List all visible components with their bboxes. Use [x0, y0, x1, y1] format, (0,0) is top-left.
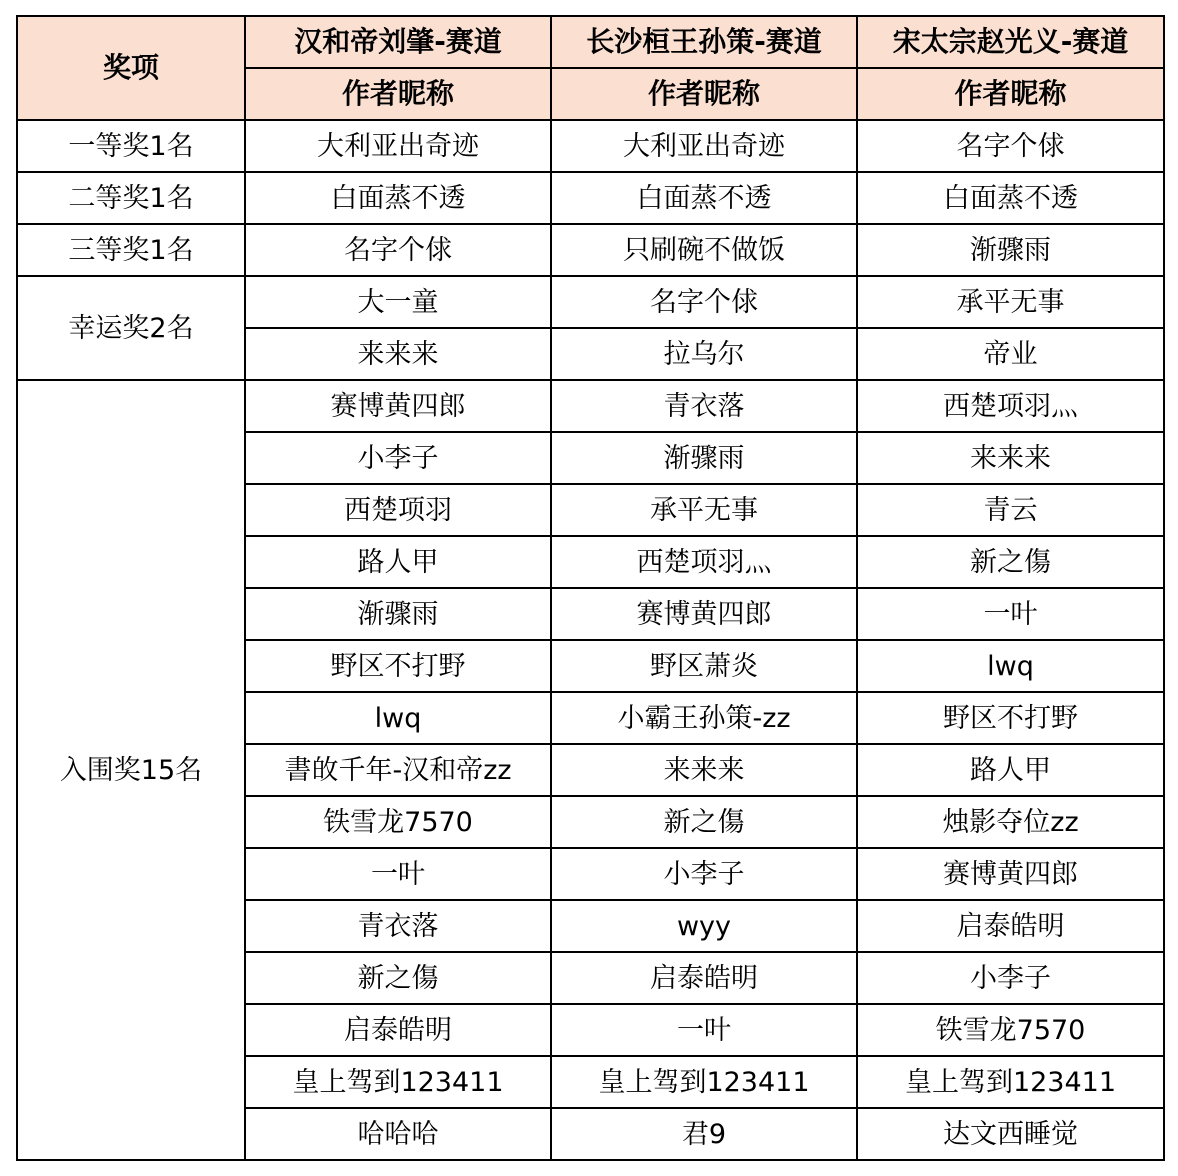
nickname-cell: 野区不打野 [245, 640, 551, 692]
nickname-cell: 启泰皓明 [857, 900, 1164, 952]
nickname-cell: 只刷碗不做饭 [551, 224, 857, 276]
track-header-song: 宋太宗赵光义-赛道 [857, 16, 1164, 68]
nickname-cell: 渐骤雨 [857, 224, 1164, 276]
awards-table [16, 15, 1165, 1161]
nickname-cell: 小霸王孙策-zz [551, 692, 857, 744]
nickname-cell: wyy [551, 900, 857, 952]
nickname-cell: 大一童 [245, 276, 551, 328]
nickname-cell: 启泰皓明 [551, 952, 857, 1004]
nickname-cell: 小李子 [245, 432, 551, 484]
nickname-cell: 拉乌尔 [551, 328, 857, 380]
nickname-cell: 帝业 [857, 328, 1164, 380]
nickname-cell: 大利亚出奇迹 [551, 120, 857, 172]
award-cell: 三等奖1名 [17, 224, 245, 276]
nickname-cell: 渐骤雨 [551, 432, 857, 484]
award-column-header: 奖项 [17, 16, 245, 120]
nickname-cell: 来来来 [857, 432, 1164, 484]
nickname-cell: 烛影夺位zz [857, 796, 1164, 848]
nickname-cell: lwq [857, 640, 1164, 692]
nickname-cell: 新之傷 [551, 796, 857, 848]
nickname-cell: 白面蒸不透 [551, 172, 857, 224]
nickname-cell: 来来来 [551, 744, 857, 796]
table-row [17, 380, 1164, 432]
nickname-cell: 皇上驾到123411 [857, 1056, 1164, 1108]
table-row [17, 172, 1164, 224]
nickname-cell: 铁雪龙7570 [857, 1004, 1164, 1056]
nickname-cell: 赛博黄四郎 [551, 588, 857, 640]
nickname-cell: 青衣落 [245, 900, 551, 952]
nickname-cell: 名字个俅 [857, 120, 1164, 172]
table-row [17, 276, 1164, 328]
table-row [17, 224, 1164, 276]
nickname-cell: 铁雪龙7570 [245, 796, 551, 848]
nickname-cell: 启泰皓明 [245, 1004, 551, 1056]
nickname-cell: 一叶 [245, 848, 551, 900]
nickname-cell: 白面蒸不透 [857, 172, 1164, 224]
award-cell: 二等奖1名 [17, 172, 245, 224]
nickname-cell: 皇上驾到123411 [245, 1056, 551, 1108]
nickname-cell: 路人甲 [245, 536, 551, 588]
award-cell: 一等奖1名 [17, 120, 245, 172]
nickname-cell: 名字个俅 [551, 276, 857, 328]
nickname-cell: 野区萧炎 [551, 640, 857, 692]
nickname-cell: 名字个俅 [245, 224, 551, 276]
nickname-cell: 承平无事 [551, 484, 857, 536]
nickname-cell: 小李子 [857, 952, 1164, 1004]
nickname-cell: 書敀千年-汉和帝zz [245, 744, 551, 796]
nickname-cell: 西楚项羽灬 [857, 380, 1164, 432]
nickname-cell: 哈哈哈 [245, 1108, 551, 1160]
track-header-han: 汉和帝刘肇-赛道 [245, 16, 551, 68]
nickname-cell: 大利亚出奇迹 [245, 120, 551, 172]
nickname-cell: 野区不打野 [857, 692, 1164, 744]
nickname-cell: 西楚项羽灬 [551, 536, 857, 588]
nickname-cell: 新之傷 [245, 952, 551, 1004]
nickname-cell: 君9 [551, 1108, 857, 1160]
table-header [17, 16, 1164, 120]
nickname-cell: 来来来 [245, 328, 551, 380]
nickname-cell: 路人甲 [857, 744, 1164, 796]
nickname-cell: 青衣落 [551, 380, 857, 432]
nickname-cell: 渐骤雨 [245, 588, 551, 640]
nickname-cell: 西楚项羽 [245, 484, 551, 536]
award-cell: 幸运奖2名 [17, 276, 245, 380]
nickname-cell: 皇上驾到123411 [551, 1056, 857, 1108]
nickname-cell: 新之傷 [857, 536, 1164, 588]
nickname-cell: 达文西睡觉 [857, 1108, 1164, 1160]
table-body [17, 120, 1164, 1160]
nickname-cell: 承平无事 [857, 276, 1164, 328]
nickname-cell: 一叶 [857, 588, 1164, 640]
nickname-header-han: 作者昵称 [245, 68, 551, 120]
nickname-cell: 青云 [857, 484, 1164, 536]
nickname-cell: 赛博黄四郎 [245, 380, 551, 432]
header-row-tracks [17, 16, 1164, 68]
track-header-changsha: 长沙桓王孙策-赛道 [551, 16, 857, 68]
table-row [17, 120, 1164, 172]
nickname-cell: lwq [245, 692, 551, 744]
nickname-header-song: 作者昵称 [857, 68, 1164, 120]
nickname-cell: 一叶 [551, 1004, 857, 1056]
nickname-cell: 小李子 [551, 848, 857, 900]
nickname-cell: 赛博黄四郎 [857, 848, 1164, 900]
nickname-cell: 白面蒸不透 [245, 172, 551, 224]
award-cell: 入围奖15名 [17, 380, 245, 1160]
nickname-header-changsha: 作者昵称 [551, 68, 857, 120]
